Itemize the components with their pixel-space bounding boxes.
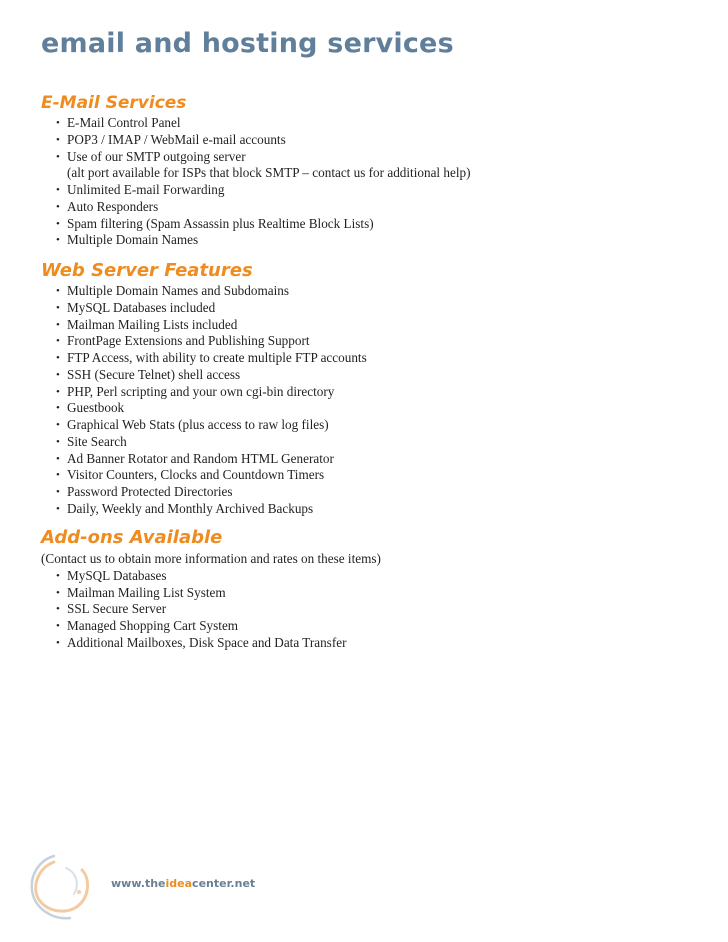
swirl-circle-logo-icon [24, 848, 110, 928]
list-item [41, 283, 681, 300]
list-item-text: SSL Secure Server [67, 601, 167, 617]
list-item-text: Graphical Web Stats (plus access to raw log files) [67, 417, 329, 432]
list-item-text: POP3 / IMAP / WebMail e-mail accounts [67, 131, 286, 147]
list-item [41, 232, 681, 249]
list-item [41, 216, 681, 233]
list-item [41, 384, 681, 401]
list-item-text: Auto Responders [67, 198, 159, 214]
list-item-text: Daily, Weekly and Monthly Archived Backups [67, 500, 314, 516]
list-item [41, 199, 681, 216]
smtp-alt-port-note: (alt port available for ISPs that block SMTP – contact us for additional help) [67, 165, 471, 181]
list-item [41, 585, 681, 602]
email-services-list [41, 115, 681, 249]
email-services-section [41, 93, 681, 249]
list-item-text: Visitor Counters, Clocks and Countdown Timers [67, 467, 325, 483]
list-item-text: Additional Mailboxes, Disk Space and Data Transfer [67, 634, 347, 650]
list-item [41, 132, 681, 149]
list-item-text: MySQL Databases included [67, 299, 216, 315]
addons-intro-text: (Contact us to obtain more information and rates on these items) [41, 551, 381, 566]
list-item-text: Ad Banner Rotator and Random HTML Generator [67, 450, 334, 466]
list-item-text: Multiple Domain Names [67, 232, 199, 248]
website-url[interactable] [111, 877, 255, 890]
addons-heading: Add-ons Available [41, 527, 223, 548]
web-server-features-list [41, 283, 681, 518]
web-server-features-section [41, 260, 681, 518]
list-item-text: MySQL Databases [67, 567, 167, 583]
list-item [41, 367, 681, 384]
addons-section [41, 527, 681, 652]
list-item-text: Unlimited E-mail Forwarding [67, 182, 225, 197]
list-item [41, 149, 681, 183]
list-item-text: Mailman Mailing Lists included [67, 316, 238, 332]
list-item-text: Guestbook [67, 400, 125, 416]
list-item [41, 501, 681, 518]
list-item-text: Site Search [67, 433, 127, 449]
list-item [41, 434, 681, 451]
list-item-text: FTP Access, with ability to create multiple FTP accounts [67, 350, 367, 365]
web-server-features-heading: Web Server Features [41, 260, 253, 281]
page-title: email and hosting services [41, 28, 454, 59]
list-item [41, 300, 681, 317]
list-item [41, 635, 681, 652]
list-item [41, 115, 681, 132]
list-item [41, 350, 681, 367]
list-item [41, 467, 681, 484]
list-item-text: Password Protected Directories [67, 484, 233, 499]
list-item [41, 451, 681, 468]
list-item [41, 317, 681, 334]
list-item [41, 400, 681, 417]
list-item-text: Spam filtering (Spam Assassin plus Realtime Block Lists) [67, 215, 374, 231]
list-item-text: E-Mail Control Panel [67, 115, 181, 130]
list-item-text: FrontPage Extensions and Publishing Support [67, 333, 310, 349]
list-item [41, 417, 681, 434]
list-item-text: Mailman Mailing List System [67, 584, 226, 600]
email-services-heading: E-Mail Services [41, 93, 187, 113]
list-item [41, 618, 681, 635]
url-accent: idea [165, 877, 193, 890]
list-item [41, 182, 681, 199]
list-item [41, 333, 681, 350]
list-item [41, 601, 681, 618]
list-item [41, 568, 681, 585]
url-suffix: center.net [192, 877, 256, 890]
list-item-text: Multiple Domain Names and Subdomains [67, 283, 289, 298]
addons-list [41, 568, 681, 652]
list-item [41, 484, 681, 501]
url-prefix: www.the [111, 877, 166, 890]
list-item-text: Managed Shopping Cart System [67, 618, 239, 633]
list-item-text: PHP, Perl scripting and your own cgi-bin directory [67, 383, 335, 399]
list-item-text: Use of our SMTP outgoing server [67, 148, 246, 164]
list-item-text: SSH (Secure Telnet) shell access [67, 366, 241, 382]
